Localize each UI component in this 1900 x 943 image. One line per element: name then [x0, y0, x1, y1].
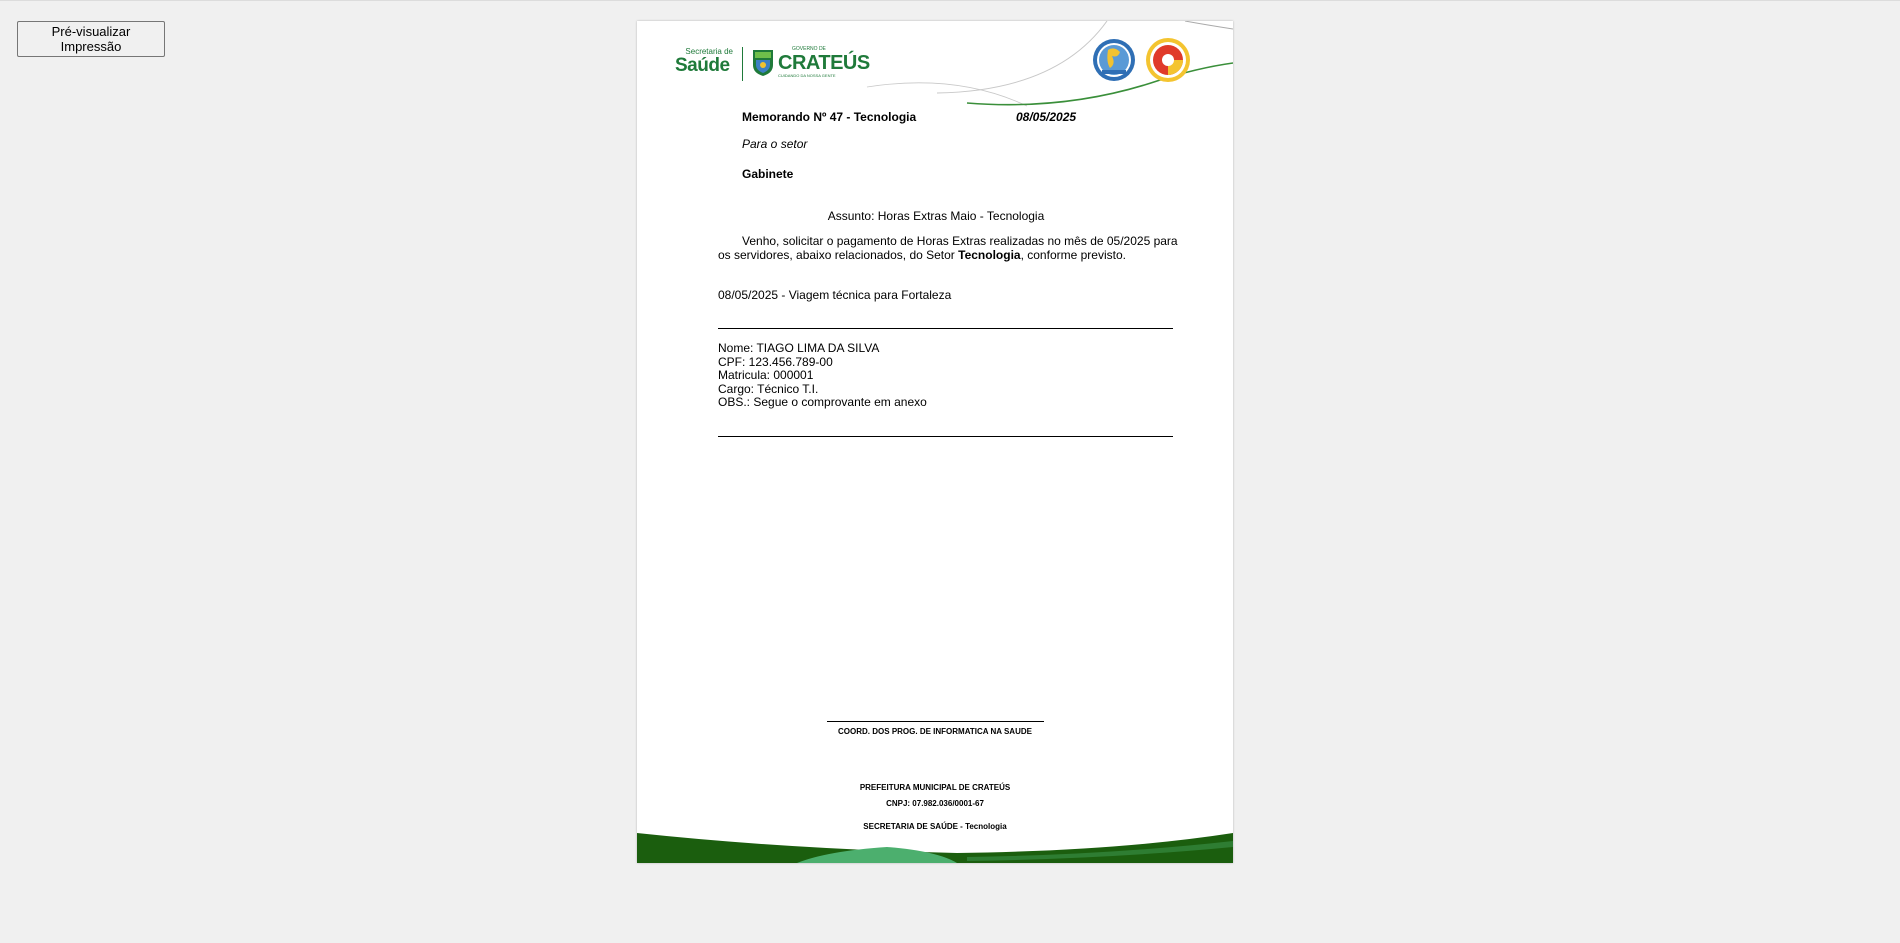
employee-obs: OBS.: Segue o comprovante em anexo	[718, 395, 927, 410]
crateus-crest-icon	[752, 49, 774, 77]
recipient-label: Para o setor	[742, 137, 808, 151]
recipient-sector: Gabinete	[742, 167, 794, 181]
memo-body	[718, 234, 1178, 262]
footer-dept: SECRETARIA DE SAÚDE - Tecnologia	[863, 822, 1007, 831]
window-top-border	[0, 0, 1900, 1]
separator-line	[718, 328, 1173, 329]
memo-body-part2: , conforme previsto.	[1020, 248, 1126, 262]
print-preview-label-line2: Impressão	[60, 39, 122, 54]
employee-details	[718, 342, 927, 410]
footer-wave-decoration	[637, 833, 1233, 863]
saude-logo	[675, 47, 737, 79]
event-description: 08/05/2025 - Viagem técnica para Fortaleza	[718, 288, 952, 302]
footer-org: PREFEITURA MUNICIPAL DE CRATEÚS	[859, 783, 1011, 792]
print-preview-button[interactable]	[17, 21, 165, 57]
employee-name: Nome: TIAGO LIMA DA SILVA	[718, 341, 880, 355]
signature-label: COORD. DOS PROG. DE INFORMATICA NA SAUDE	[838, 727, 1032, 736]
logo-divider	[742, 47, 743, 81]
memo-subject: Assunto: Horas Extras Maio - Tecnologia	[827, 209, 1045, 223]
employee-cpf: CPF: 123.456.789-00	[718, 354, 833, 369]
separator-line	[718, 436, 1173, 437]
memo-title: Memorando Nº 47 - Tecnologia	[742, 110, 917, 124]
footer-cnpj: CNPJ: 07.982.036/0001-67	[886, 799, 984, 808]
crateus-logo	[752, 46, 870, 82]
crateus-tagline: CUIDANDO DA NOSSA GENTE	[778, 73, 836, 78]
memo-date: 08/05/2025	[1016, 110, 1077, 124]
employee-cargo: Cargo: Técnico T.I.	[718, 381, 819, 396]
signature-line	[827, 721, 1044, 722]
memo-body-part1: Venho, solicitar o pagamento de Horas Extras realizadas no mês de 05/2025 para os servidores, abaixo relacionados, do Setor	[718, 234, 1178, 262]
memo-document-page	[637, 21, 1233, 863]
memo-body-sector: Tecnologia	[958, 248, 1021, 262]
saude-logo-text: Saúde	[675, 55, 730, 76]
employee-matricula: Matricula: 000001	[718, 368, 814, 383]
red-yellow-seal-icon	[1145, 37, 1191, 83]
blue-seal-icon	[1092, 38, 1136, 82]
print-preview-label-line1: Pré-visualizar	[51, 24, 131, 39]
crateus-name: CRATEÚS	[778, 52, 870, 74]
crateus-gov-label: GOVERNO DE	[792, 46, 826, 52]
saude-logo-small: Secretaria de	[685, 47, 733, 56]
